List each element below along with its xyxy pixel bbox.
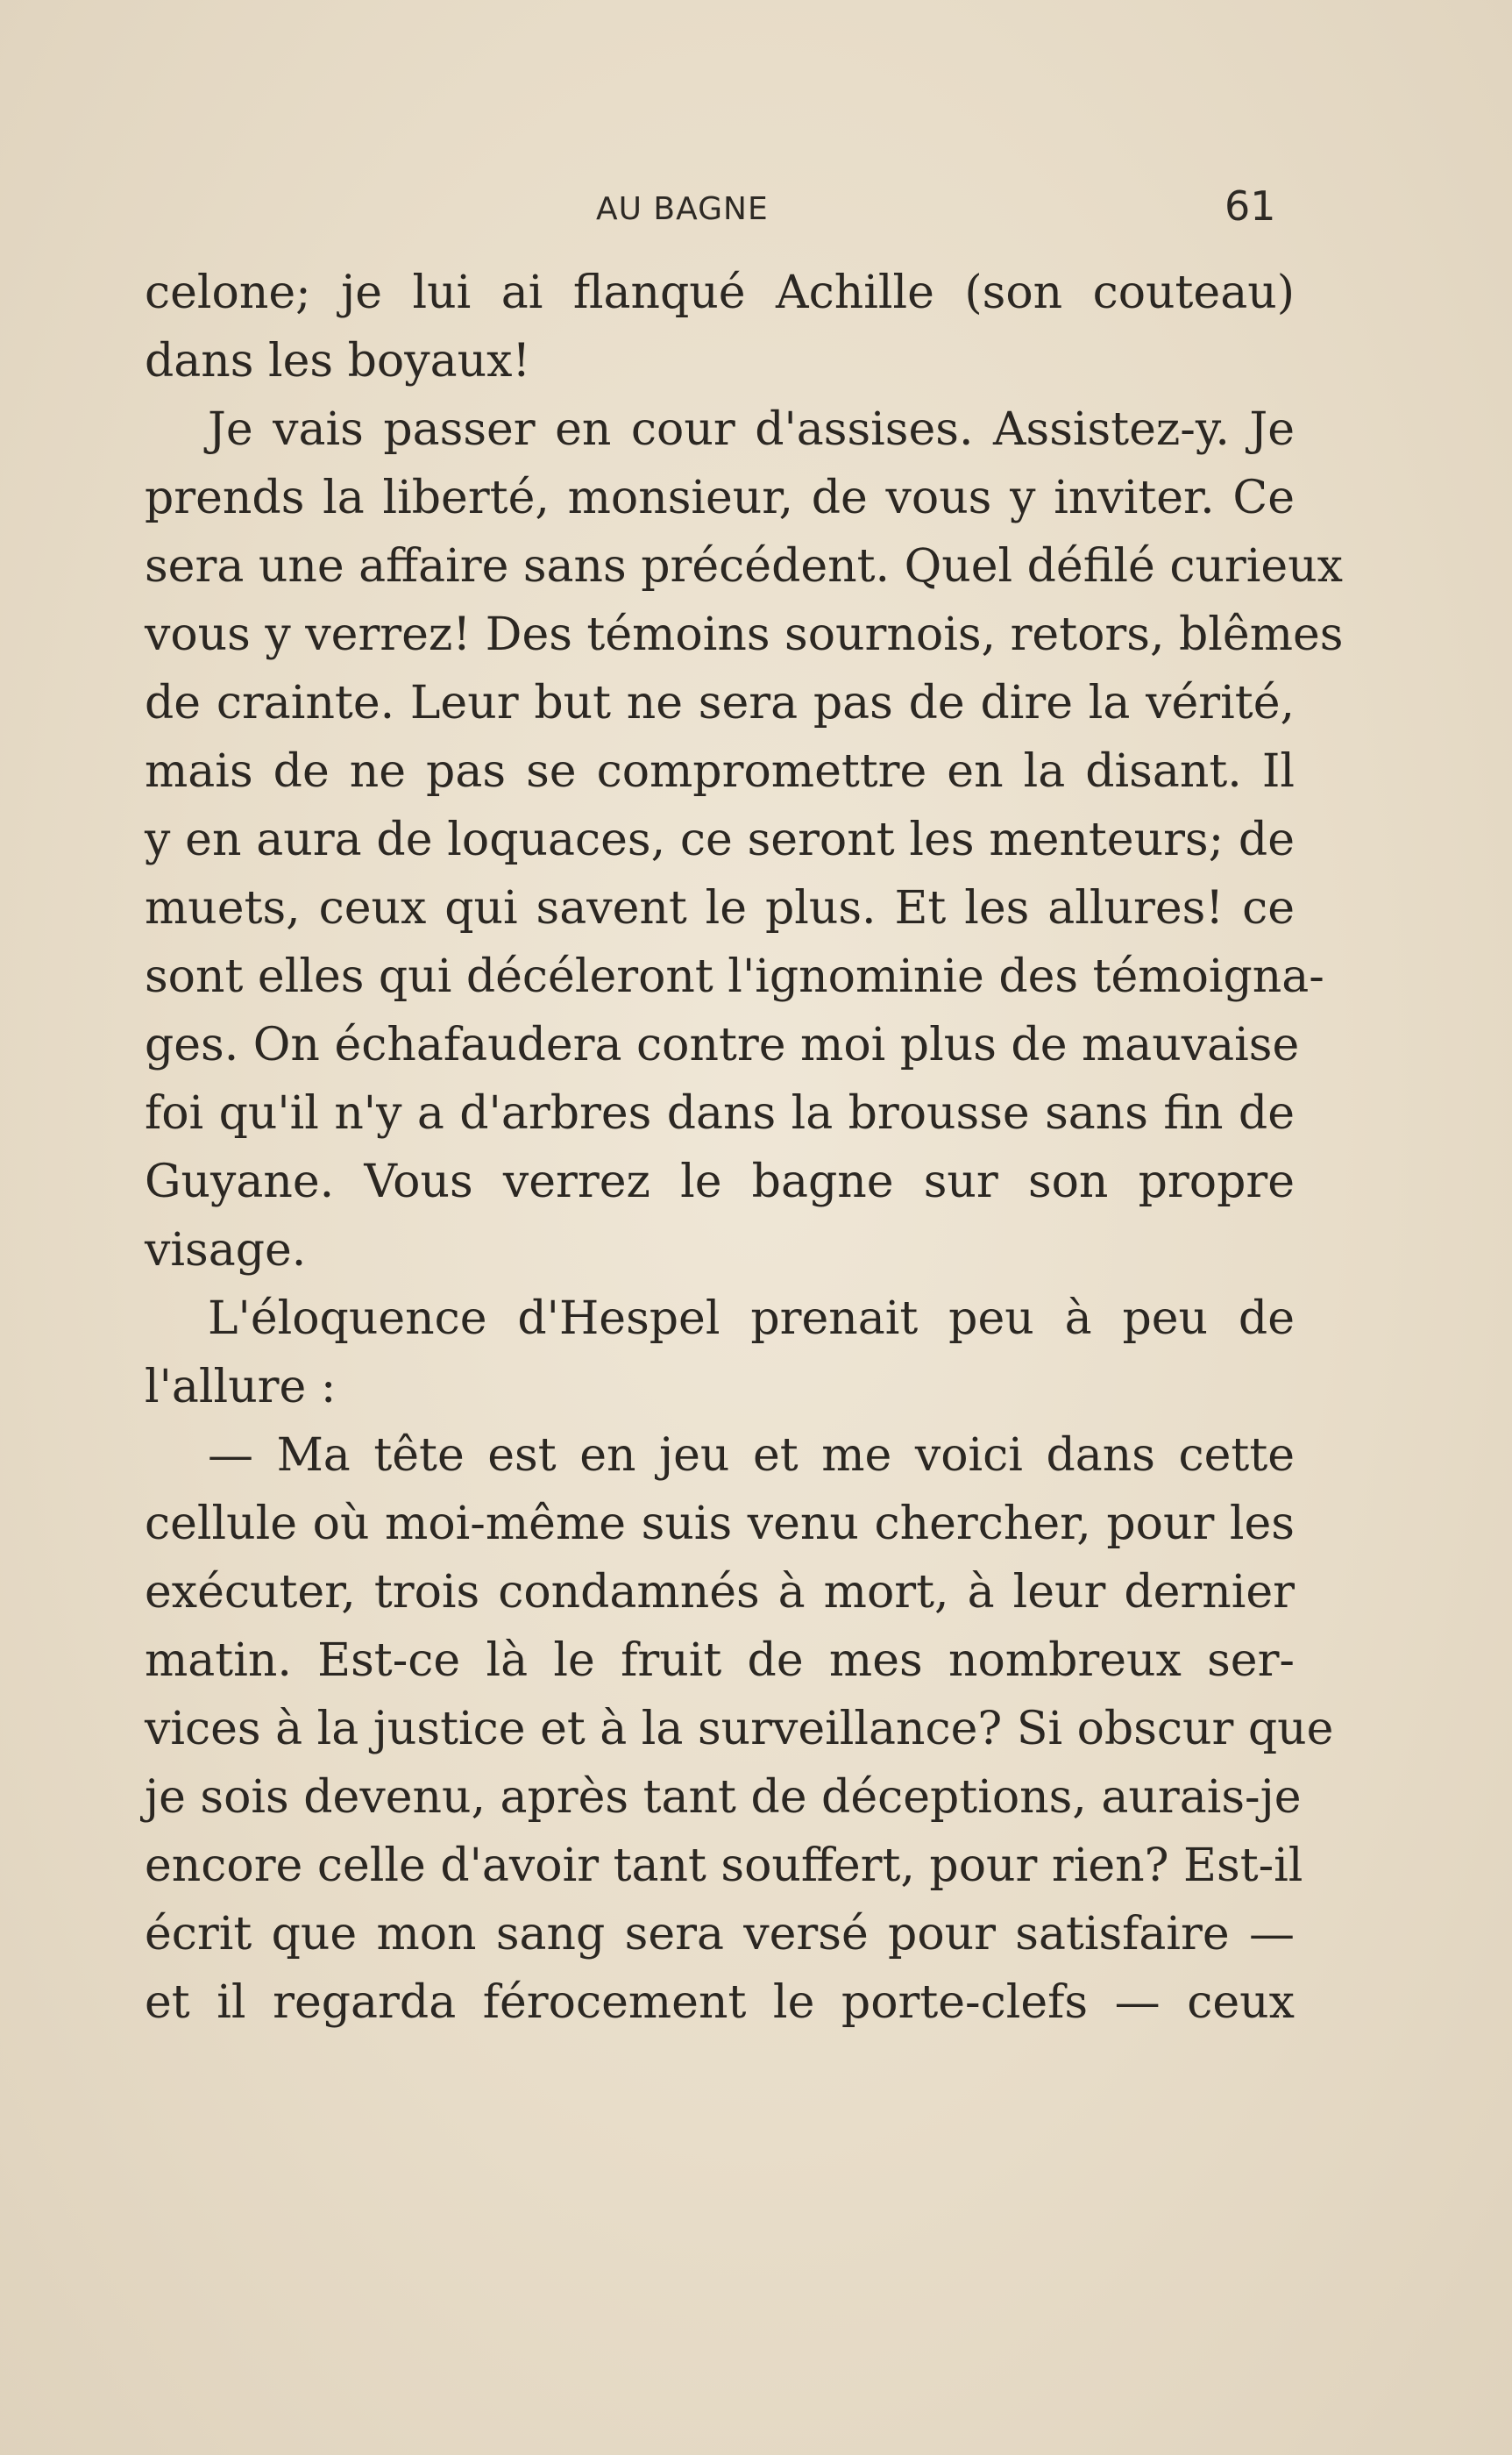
text-line: Je vais passer en cour d'assises. Assistez-y. Je bbox=[208, 403, 1295, 456]
text-line: sont elles qui décéleront l'ignominie des témoigna- bbox=[145, 950, 1324, 1003]
text-line: l'allure : bbox=[145, 1361, 337, 1413]
text-line: visage. bbox=[145, 1224, 307, 1277]
text-line: muets, ceux qui savent le plus. Et les allures! ce bbox=[145, 882, 1295, 935]
text-line: L'éloquence d'Hespel prenait peu à peu de bbox=[208, 1292, 1295, 1345]
text-line: sera une affaire sans précédent. Quel défilé curieux bbox=[145, 540, 1344, 593]
text-line: prends la liberté, monsieur, de vous y inviter. Ce bbox=[145, 472, 1295, 524]
text-line: — Ma tête est en jeu et me voici dans cette bbox=[208, 1429, 1295, 1482]
text-line: et il regarda férocement le porte-clefs — ceux bbox=[145, 1976, 1295, 2029]
text-line: vices à la justice et à la surveillance? Si obscur que bbox=[145, 1703, 1334, 1755]
page-number: 61 bbox=[1225, 182, 1276, 230]
text-line: cellule où moi-même suis venu chercher, pour les bbox=[145, 1498, 1295, 1550]
text-line: exécuter, trois condamnés à mort, à leur dernier bbox=[145, 1566, 1295, 1619]
text-line: celone; je lui ai flanqué Achille (son couteau) bbox=[145, 267, 1295, 319]
text-line: foi qu'il n'y a d'arbres dans la brousse sans fin de bbox=[145, 1087, 1295, 1140]
text-line: mais de ne pas se compromettre en la disant. Il bbox=[145, 745, 1295, 798]
text-line: ges. On échafaudera contre moi plus de mauvaise bbox=[145, 1019, 1300, 1071]
text-line: matin. Est-ce là le fruit de mes nombreux ser- bbox=[145, 1634, 1295, 1687]
text-line: encore celle d'avoir tant souffert, pour rien? Est-il bbox=[145, 1839, 1303, 1892]
text-line: je sois devenu, après tant de déceptions, aurais-je bbox=[145, 1771, 1302, 1824]
text-line: vous y verrez! Des témoins sournois, retors, blêmes bbox=[145, 608, 1344, 661]
text-line: y en aura de loquaces, ce seront les menteurs; de bbox=[145, 814, 1295, 866]
text-line: Guyane. Vous verrez le bagne sur son propre bbox=[145, 1156, 1295, 1208]
text-line: de crainte. Leur but ne sera pas de dire la vérité, bbox=[145, 677, 1295, 729]
text-line: écrit que mon sang sera versé pour satisfaire — bbox=[145, 1908, 1295, 1960]
text-line: dans les boyaux! bbox=[145, 335, 531, 388]
running-head: AU BAGNE bbox=[596, 191, 769, 227]
